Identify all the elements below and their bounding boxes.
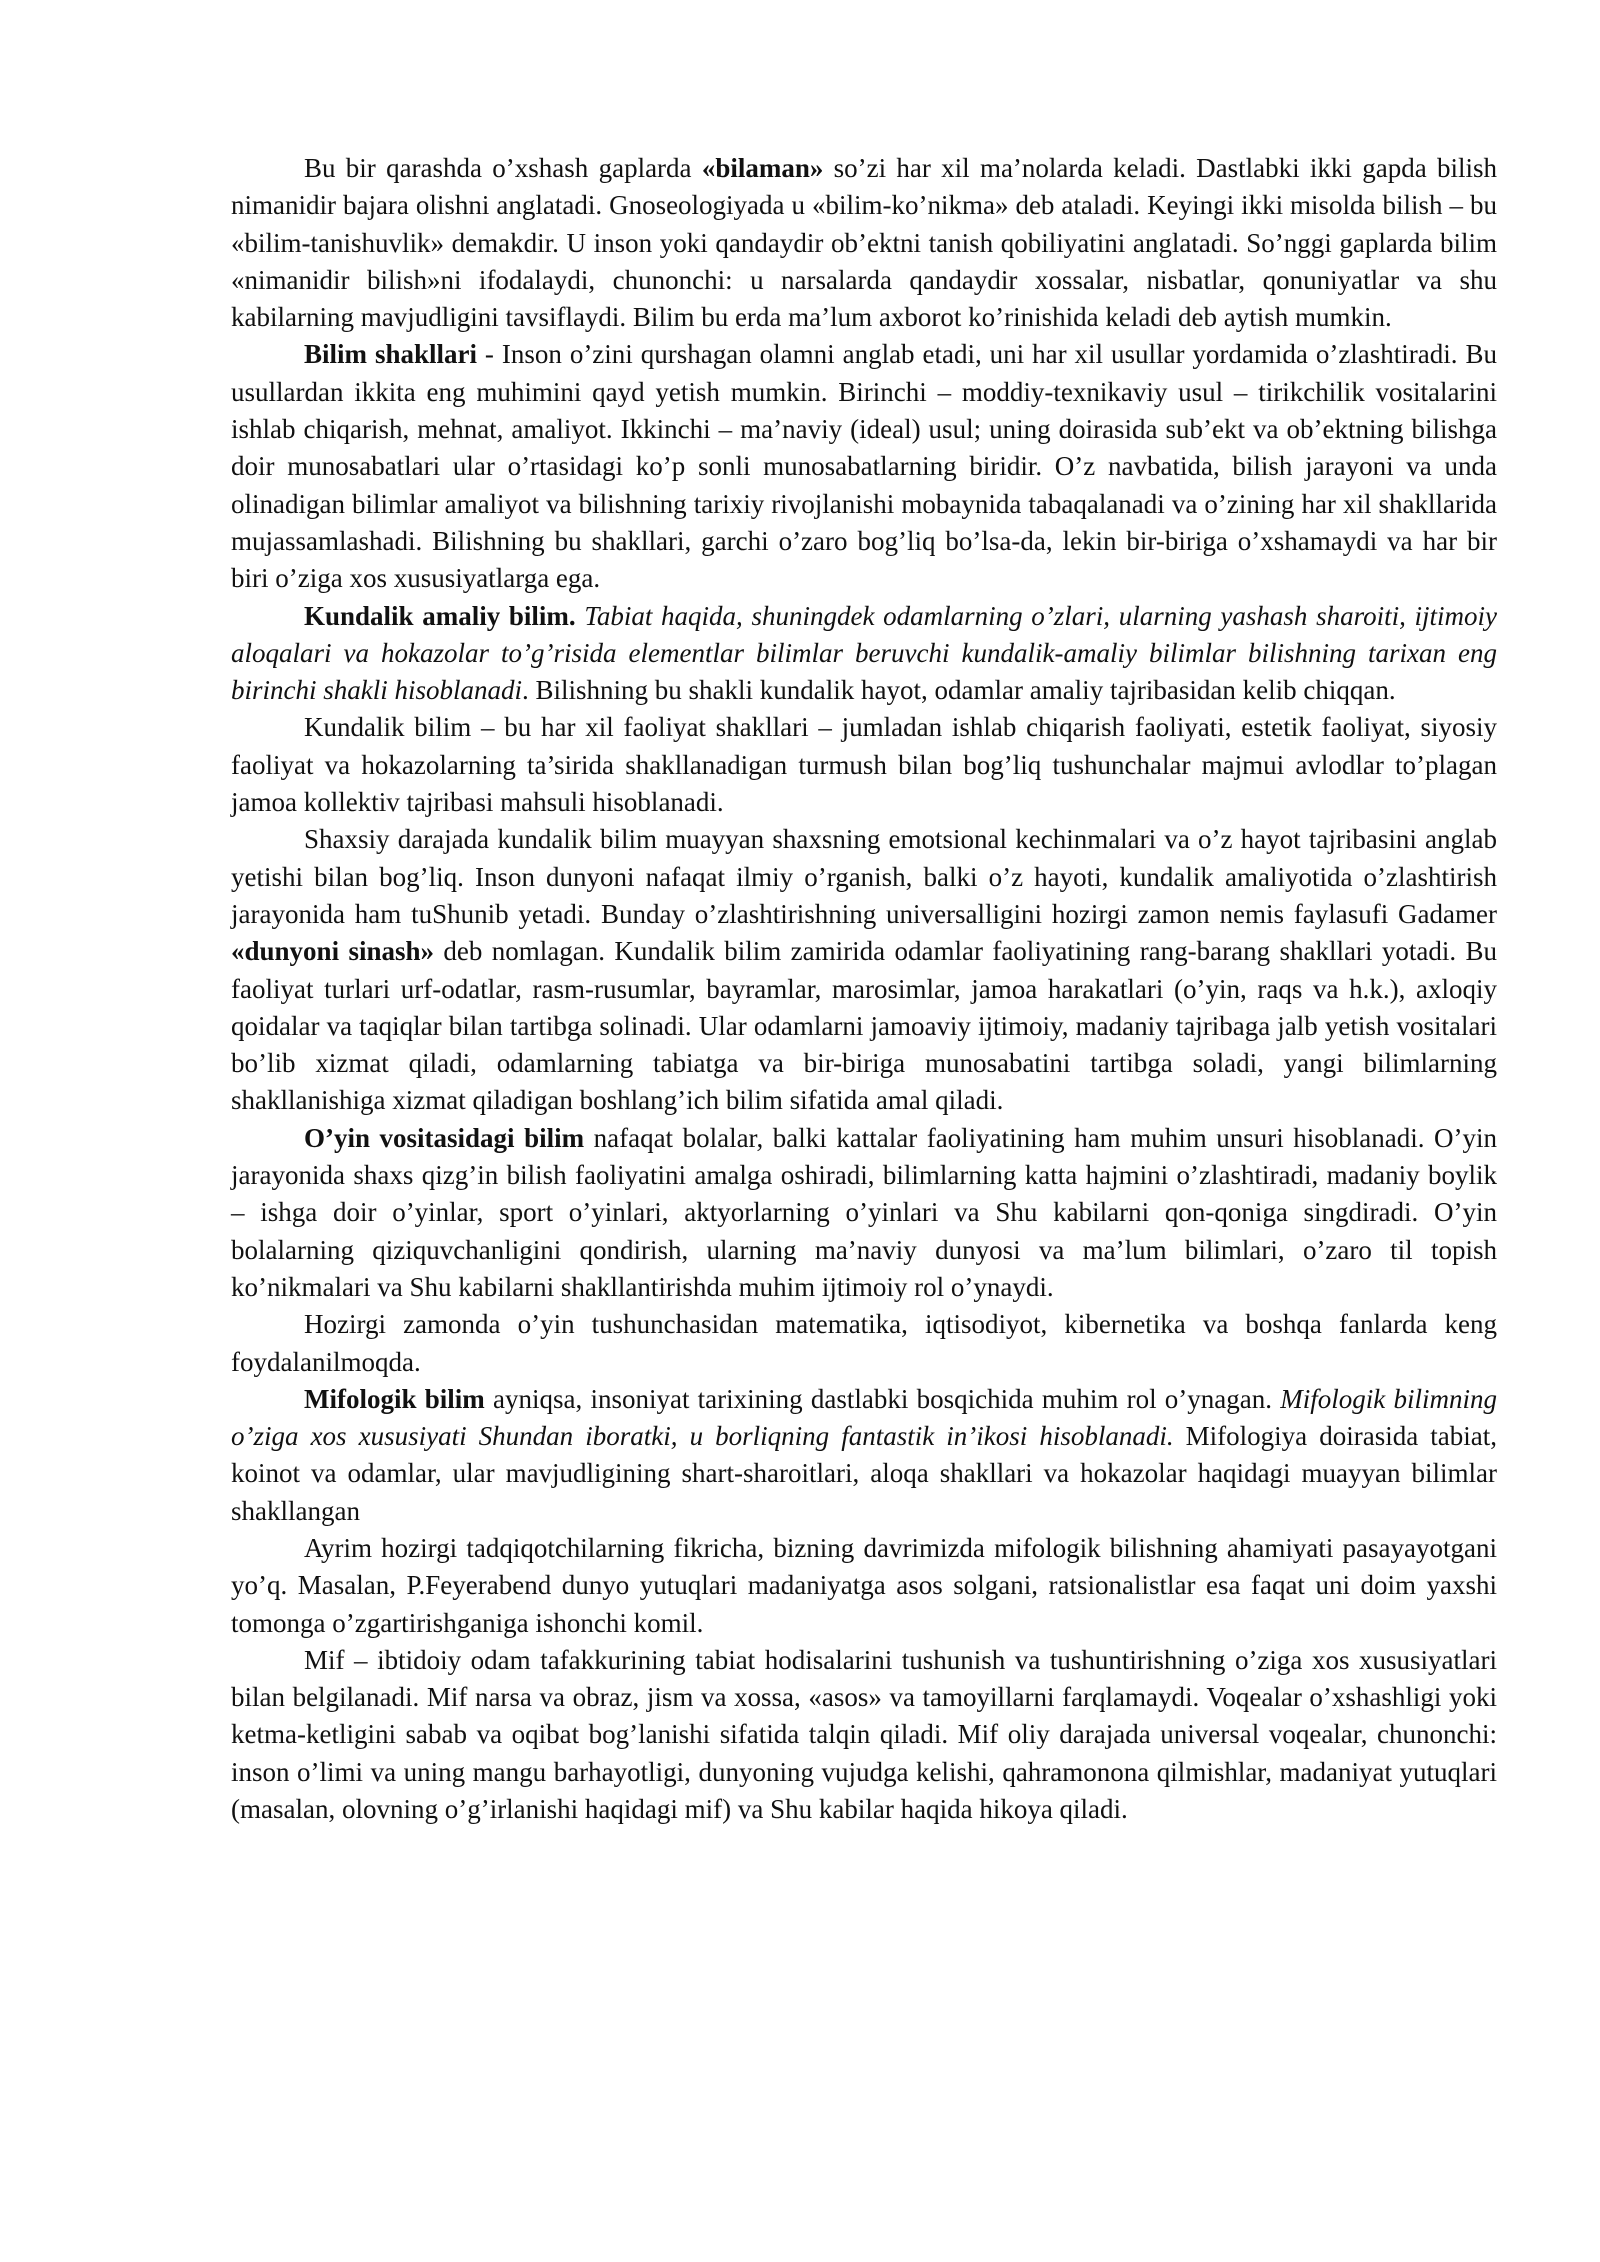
paragraph — [231, 336, 1497, 597]
text-segment: deb nomlagan. Kundalik bilim zamirida odamlar faoliyatining rang-barang shakllari yotadi. Bu faoliyat turlari urf-odatlar, rasm-rusumlar, bayramlar, marosimlar, jamoa harakatlari (o’yin, raqs va h.k.), axloqiy qoidalar va taqiqlar bilan tartibga solinadi. Ular odamlarni jamoaviy ijtimoiy, madaniy tajribaga jalb yetish vositalari bo’lib xizmat qiladi, odamlarning tabiatga va bir-biriga munosabatini tartibga soladi, yangi bilimlarning shakllanishiga xizmat qiladigan boshlang’ich bilim sifatida amal qiladi. — [231, 936, 1497, 1116]
paragraph — [231, 598, 1497, 710]
paragraph — [231, 1120, 1497, 1306]
bold-term: Mifologik bilim — [304, 1383, 485, 1414]
text-segment: Kundalik bilim – bu har xil faoliyat shakllari – jumladan ishlab chiqarish faoliyati, estetik faoliyat, siyosiy faoliyat va hokazolarning ta’sirida shakllanadigan turmush bilan bog’liq tushunchalar majmui avlodlar to’plagan jamoa kollektiv tajribasi mahsuli hisoblanadi. — [231, 712, 1497, 818]
text-segment: Bu bir qarashda o’xshash gaplarda — [304, 153, 702, 183]
text-segment: . Bilishning bu shakli kundalik hayot, odamlar amaliy tajribasidan kelib chiqqan. — [522, 675, 1396, 706]
paragraph — [231, 150, 1497, 336]
text-segment: so’zi har xil ma’nolarda keladi. Dastlabki ikki gapda bilish nimanidir bajara olishni anglatadi. Gnoseologiyada u «bilim-ko’nikma» deb ataladi. Keyingi ikki misolda bilish – bu «bilim-tanishuvlik» demakdir. U inson yoki qandaydir ob’ektni tanish qobiliyatini anglatadi. So’nggi gaplarda bilim «nimanidir bilish»ni ifodalaydi, chunonchi: u narsalarda qandaydir xossalar, nisbatlar, qonuniyatlar va shu kabilarning mavjudligini tavsiflaydi. Bilim bu erda ma’lum axborot ko’rinishida keladi deb aytish mumkin. — [231, 153, 1497, 333]
bold-term: Bilim shakllari — [304, 339, 477, 370]
italic-text: Mifologik bilimning o’ziga xos xususiyati Shundan iboratki, u borliqning fantastik in’ikosi hisoblanadi. — [231, 1383, 1497, 1452]
text-segment: Mif – ibtidoiy odam tafakkurining tabiat hodisalarini tushunish va tushuntirishning o’ziga xos xususiyatlari bilan belgilanadi. Mif narsa va obraz, jism va xossa, «asos» va tamoyillarni farqlamaydi. Voqealar o’xshashligi yoki ketma-ketligini sabab va oqibat bog’lanishi sifatida talqin qiladi. Mif oliy darajada universal voqealar, chunonchi: inson o’limi va uning mangu barhayotligi, dunyoning vujudga kelishi, qahramonona qilmishlar, madaniyat yutuqlari (masalan, olovning o’g’irlanishi haqidagi mif) va Shu kabilar haqida hikoya qiladi. — [231, 1644, 1497, 1825]
italic-text: Tabiat haqida, shuningdek odamlarning o’zlari, ularning yashash sharoiti, ijtimoiy aloqalari va hokazolar to’g’risida elementlar bilimlar beruvchi kundalik-amaliy bilimlar bilishning tarixan eng birinchi shakli hisoblanadi — [231, 600, 1497, 706]
text-segment: Mifologiya doirasida tabiat, koinot va odamlar, ular mavjudligining shart-sharoitlari, aloqa shakllari va hokazolar haqidagi muayyan bilimlar shakllangan — [231, 1421, 1497, 1526]
paragraph — [231, 1306, 1497, 1381]
bold-term: Kundalik amaliy bilim. — [304, 600, 576, 631]
paragraph — [231, 1642, 1497, 1828]
paragraph — [231, 821, 1497, 1119]
document-page — [231, 150, 1497, 1828]
paragraph — [231, 1530, 1497, 1642]
text-segment: ayniqsa, insoniyat tarixining dastlabki bosqichida muhim rol o’ynagan. — [484, 1383, 1281, 1414]
paragraph — [231, 1381, 1497, 1530]
paragraph — [231, 709, 1497, 821]
text-segment: Hozirgi zamonda o’yin tushunchasidan matematika, iqtisodiyot, kibernetika va boshqa fanlarda keng foydalanilmoqda. — [231, 1309, 1497, 1377]
text-segment: Shaxsiy darajada kundalik bilim muayyan shaxsning emotsional kechinmalari va o’z hayot tajribasini anglab yetishi bilan bog’liq. Inson dunyoni nafaqat ilmiy o’rganish, balki o’z hayoti, kundalik amaliyotida o’zlashtirish jarayonida ham tuShunib yetadi. Bunday o’zlashtirishning universalligini hozirgi zamon nemis faylasufi Gadamer — [231, 824, 1497, 929]
bold-term: O’yin vositasidagi bilim — [304, 1122, 585, 1153]
bold-term: «dunyoni sinash» — [231, 936, 435, 967]
text-segment: - Inson o’zini qurshagan olamni anglab etadi, uni har xil usullar yordamida o’zlashtiradi. Bu usullardan ikkita eng muhimini qayd yetish mumkin. Birinchi – moddiy-texnikaviy usul – tirikchilik vositalarini ishlab chiqarish, mehnat, amaliyot. Ikkinchi – ma’naviy (ideal) usul; uning doirasida sub’ekt va ob’ektning bilishga doir munosabatlari ular o’rtasidagi ko’p sonli munosabatlarning biridir. O’z navbatida, bilish jarayoni va unda olinadigan bilimlar amaliyot va bilishning tarixiy rivojlanishi mobaynida tabaqalanadi va o’zining har xil shakllarida mujassamlashadi. Bilishning bu shakllari, garchi o’zaro bog’liq bo’lsa-da, lekin bir-biriga o’xshamaydi va har bir biri o’ziga xos xususiyatlarga ega. — [231, 339, 1497, 594]
text-segment: nafaqat bolalar, balki kattalar faoliyatining ham muhim unsuri hisoblanadi. O’yin jarayonida shaxs qizg’in bilish faoliyatini amalga oshiradi, bilimlarning katta hajmini o’zlashtiradi, madaniy boylik – ishga doir o’yinlar, sport o’yinlari, aktyorlarning o’yinlari va Shu kabilarni qon-qoniga singdiradi. O’yin bolalarning qiziquvchanligini qondirish, ularning ma’naviy dunyosi va ma’lum bilimlari, o’zaro til topish ko’nikmalari va Shu kabilarni shakllantirishda muhim ijtimoiy rol o’ynaydi. — [231, 1122, 1497, 1302]
text-segment: Ayrim hozirgi tadqiqotchilarning fikricha, bizning davrimizda mifologik bilishning ahamiyati pasayayotgani yo’q. Masalan, P.Feyerabend dunyo yutuqlari madaniyatga asos solgani, ratsionalistlar esa faqat uni doim yaxshi tomonga o’zgartirishganiga ishonchi komil. — [231, 1532, 1497, 1638]
bold-term: «bilaman» — [701, 153, 824, 183]
